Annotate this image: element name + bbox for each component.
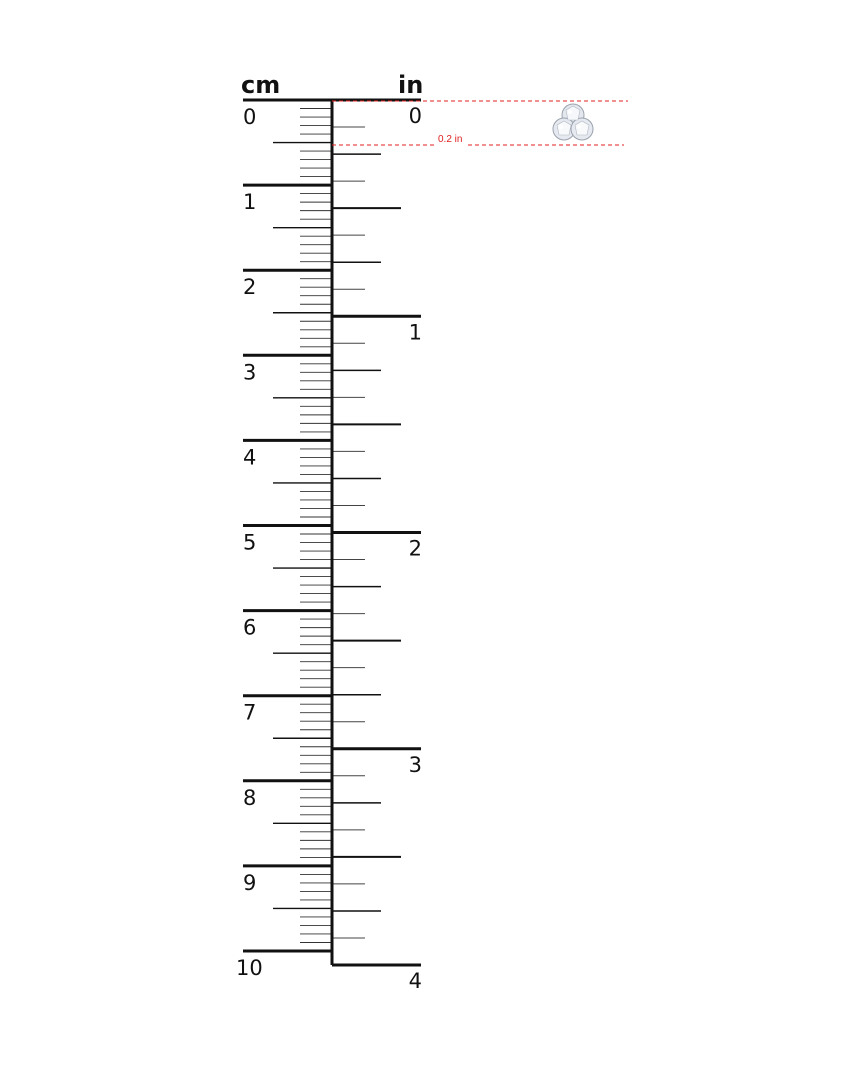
measurement-label: 0.2 in bbox=[438, 134, 463, 145]
cm-tick-marks bbox=[243, 100, 332, 951]
inch-number-labels bbox=[409, 104, 422, 993]
cm-number-label: 3 bbox=[243, 360, 257, 385]
inch-unit-label: in bbox=[398, 71, 424, 99]
inch-number-label: 3 bbox=[408, 752, 422, 777]
three-stone-diamond-earring-icon bbox=[553, 104, 593, 140]
cm-number-label: 5 bbox=[243, 530, 257, 555]
cm-number-label: 6 bbox=[243, 615, 257, 640]
cm-number-label: 2 bbox=[243, 275, 257, 300]
cm-number-label: 0 bbox=[243, 105, 257, 129]
inch-number-label: 2 bbox=[408, 536, 422, 561]
inch-number-label: 0 bbox=[408, 104, 422, 128]
cm-number-labels bbox=[236, 105, 263, 980]
cm-number-label: 4 bbox=[243, 445, 257, 470]
cm-number-label: 1 bbox=[243, 190, 257, 215]
inch-number-label: 1 bbox=[408, 320, 422, 345]
inch-number-label: 4 bbox=[408, 969, 422, 993]
cm-number-label: 9 bbox=[243, 870, 257, 895]
inch-tick-marks bbox=[332, 100, 421, 965]
cm-number-label: 8 bbox=[243, 785, 257, 810]
cm-number-label: 10 bbox=[236, 956, 263, 980]
cm-unit-label: cm bbox=[241, 71, 281, 99]
cm-number-label: 7 bbox=[243, 700, 257, 725]
